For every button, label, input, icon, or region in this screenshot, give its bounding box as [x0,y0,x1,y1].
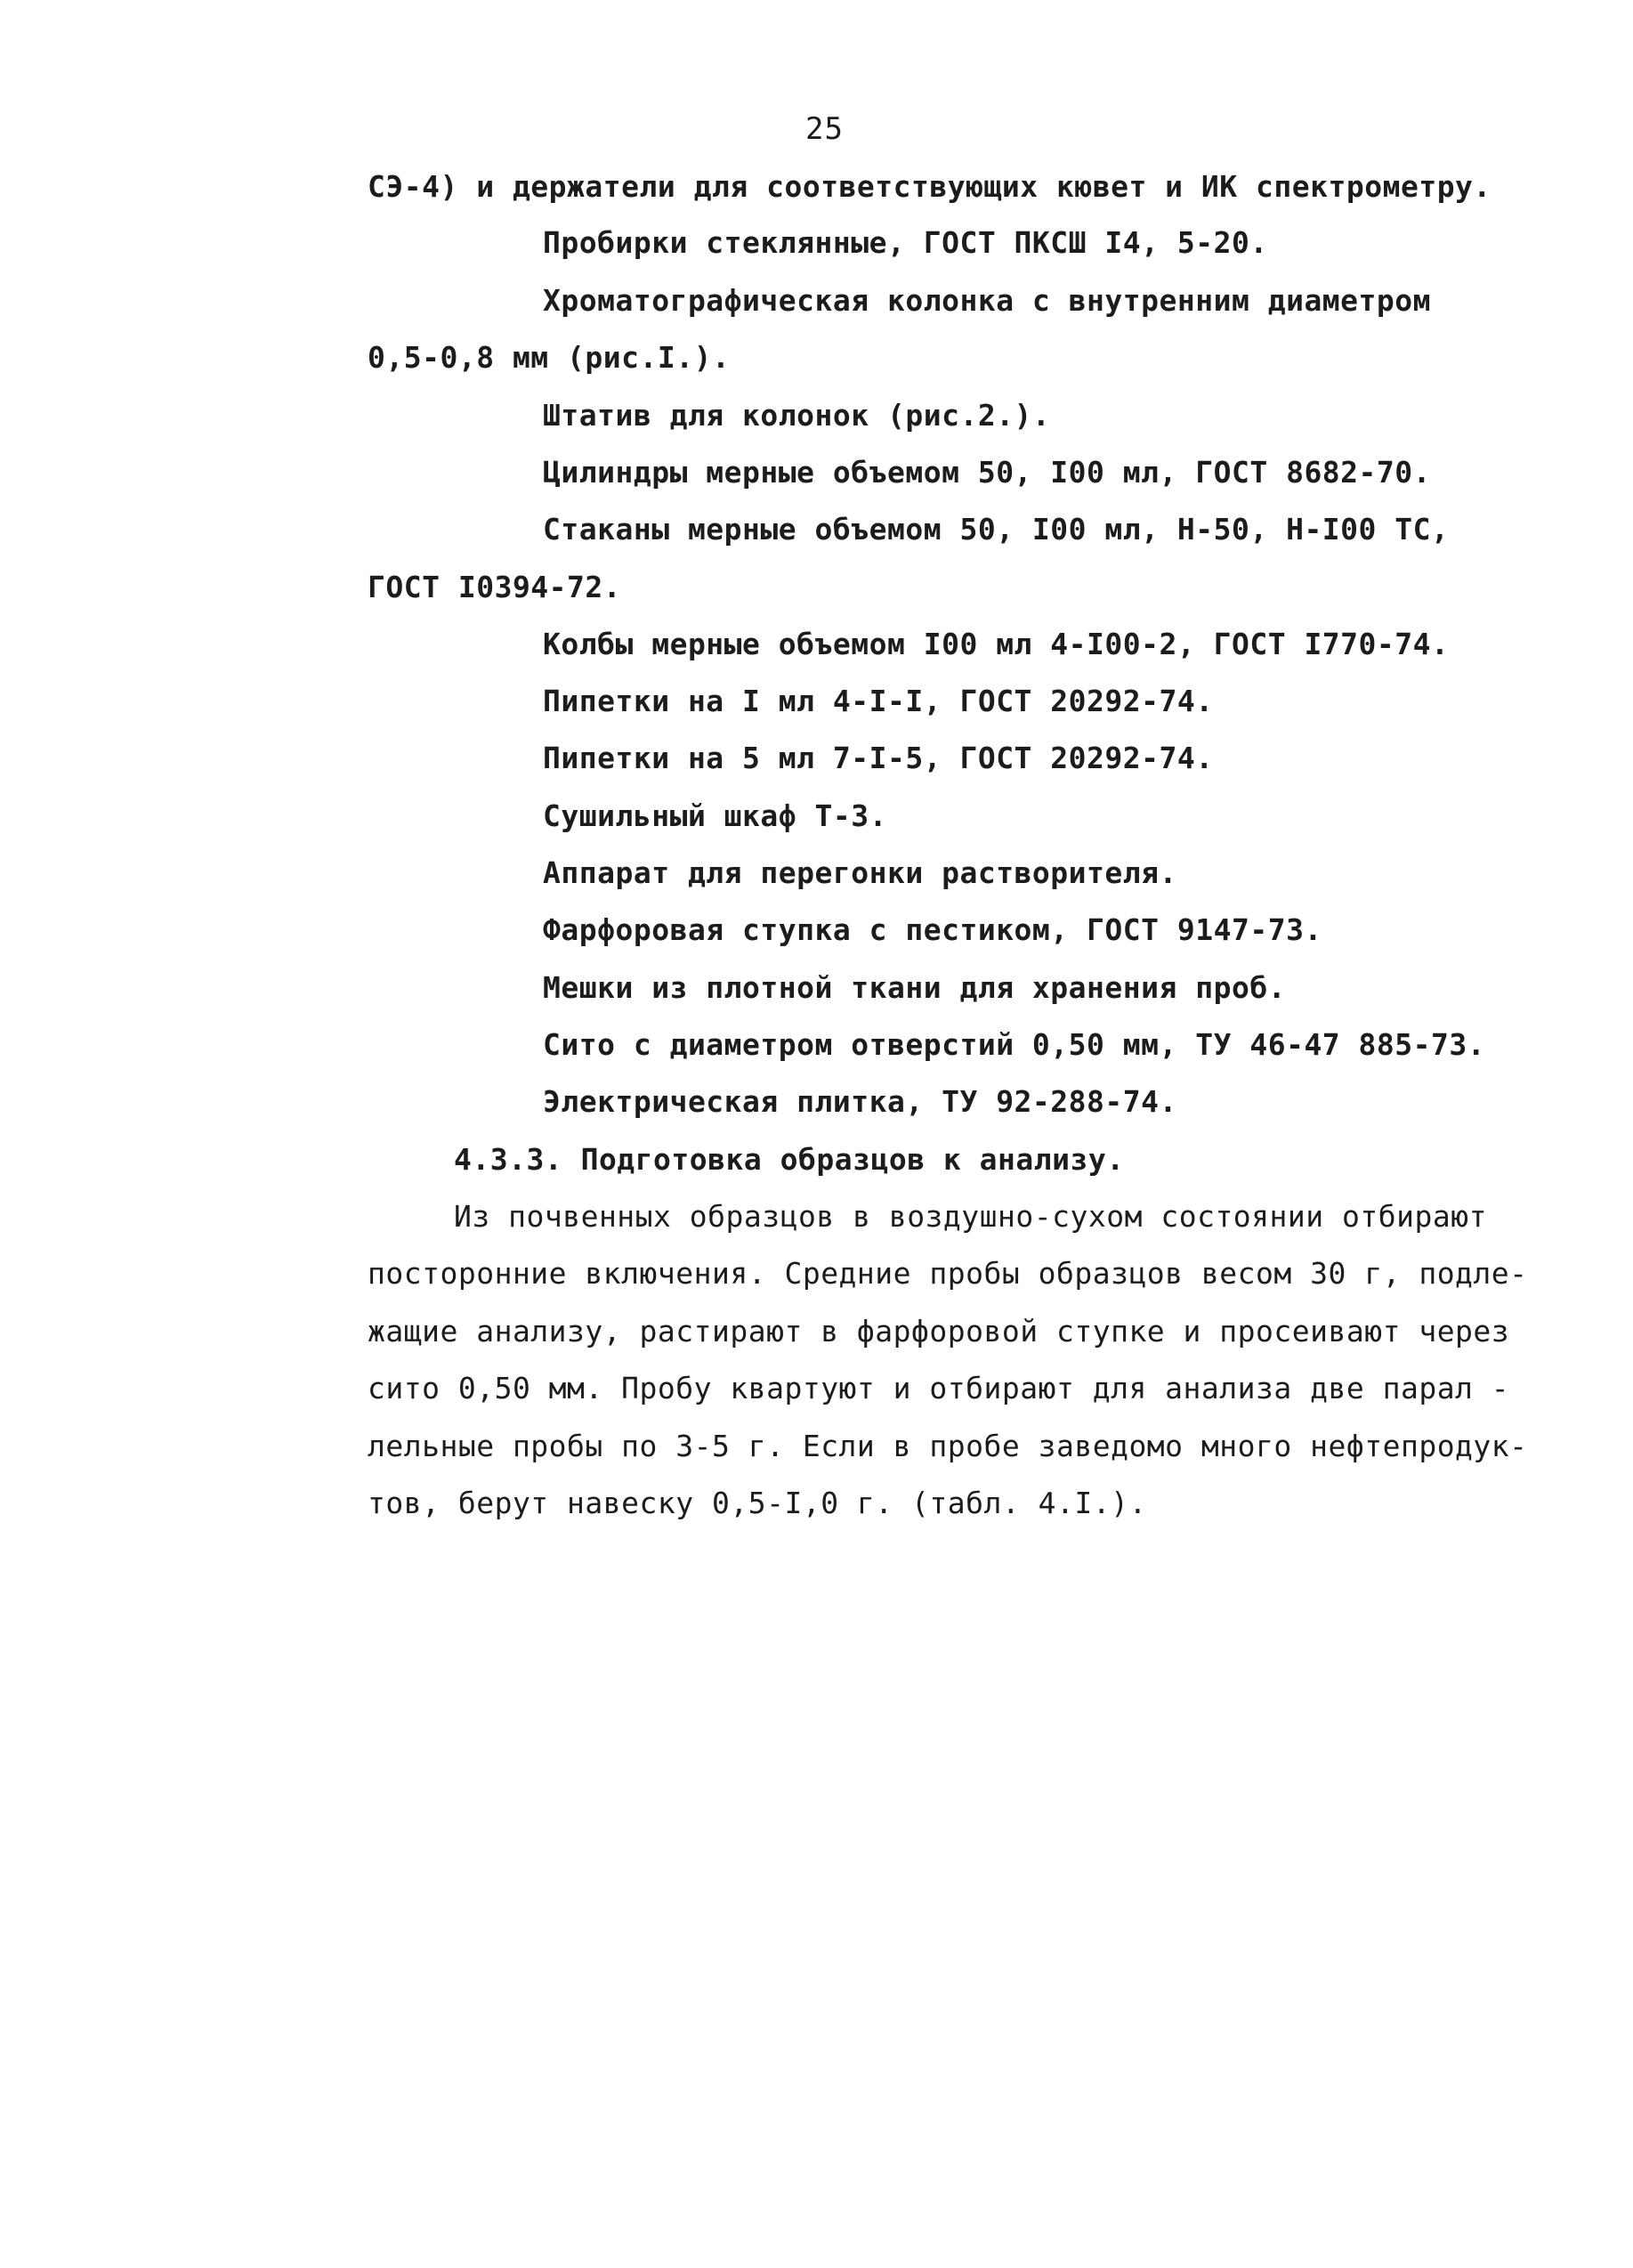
paragraph-line-2: посторонние включения. Средние пробы образцов весом 30 г, подле- [368,1256,1528,1291]
text-line-8: ГОСТ I0394-72. [368,570,622,604]
text-line-11: Пипетки на 5 мл 7-I-5, ГОСТ 20292-74. [543,741,1214,775]
text-line-16: Сито с диаметром отверстий 0,50 мм, ТУ 46-47 885-73. [543,1027,1486,1062]
text-line-10: Пипетки на I мл 4-I-I, ГОСТ 20292-74. [543,684,1214,718]
text-line-2: Пробирки стеклянные, ГОСТ ПКСШ I4, 5-20. [543,225,1268,260]
paragraph-line-5: лельные пробы по 3-5 г. Если в пробе заведомо много нефтепродук- [368,1429,1528,1463]
paragraph-line-4: сито 0,50 мм. Пробу квартуют и отбирают для анализа две парал - [368,1371,1510,1405]
text-line-12: Сушильный шкаф Т-3. [543,798,887,833]
text-line-15: Мешки из плотной ткани для хранения проб. [543,970,1287,1005]
paragraph-line-6: тов, берут навеску 0,5-I,0 г. (табл. 4.I.). [368,1486,1147,1520]
text-line-9: Колбы мерные объемом I00 мл 4-I00-2, ГОСТ I770-74. [543,627,1450,661]
text-line-17: Электрическая плитка, ТУ 92-288-74. [543,1084,1177,1119]
text-line-3: Хроматографическая колонка с внутренним диаметром [543,283,1432,318]
text-line-1: СЭ-4) и держатели для соответствующих кювет и ИК спектрометру. [368,169,1492,204]
text-line-13: Аппарат для перегонки растворителя. [543,855,1177,890]
paragraph-line-3: жащие анализу, растирают в фарфоровой ступке и просеивают через [368,1314,1510,1349]
section-heading: 4.3.3. Подготовка образцов к анализу. [454,1142,1125,1177]
text-line-6: Цилиндры мерные объемом 50, I00 мл, ГОСТ 8682-70. [543,455,1432,490]
paragraph-line-1: Из почвенных образцов в воздушно-сухом состоянии отбирают [454,1199,1487,1234]
text-line-7: Стаканы мерные объемом 50, I00 мл, Н-50, Н-I00 ТС, [543,512,1450,547]
text-line-14: Фарфоровая ступка с пестиком, ГОСТ 9147-73. [543,912,1322,947]
page-number: 25 [805,111,844,147]
text-line-4: 0,5-0,8 мм (рис.I.). [368,340,731,375]
text-line-5: Штатив для колонок (рис.2.). [543,398,1051,433]
